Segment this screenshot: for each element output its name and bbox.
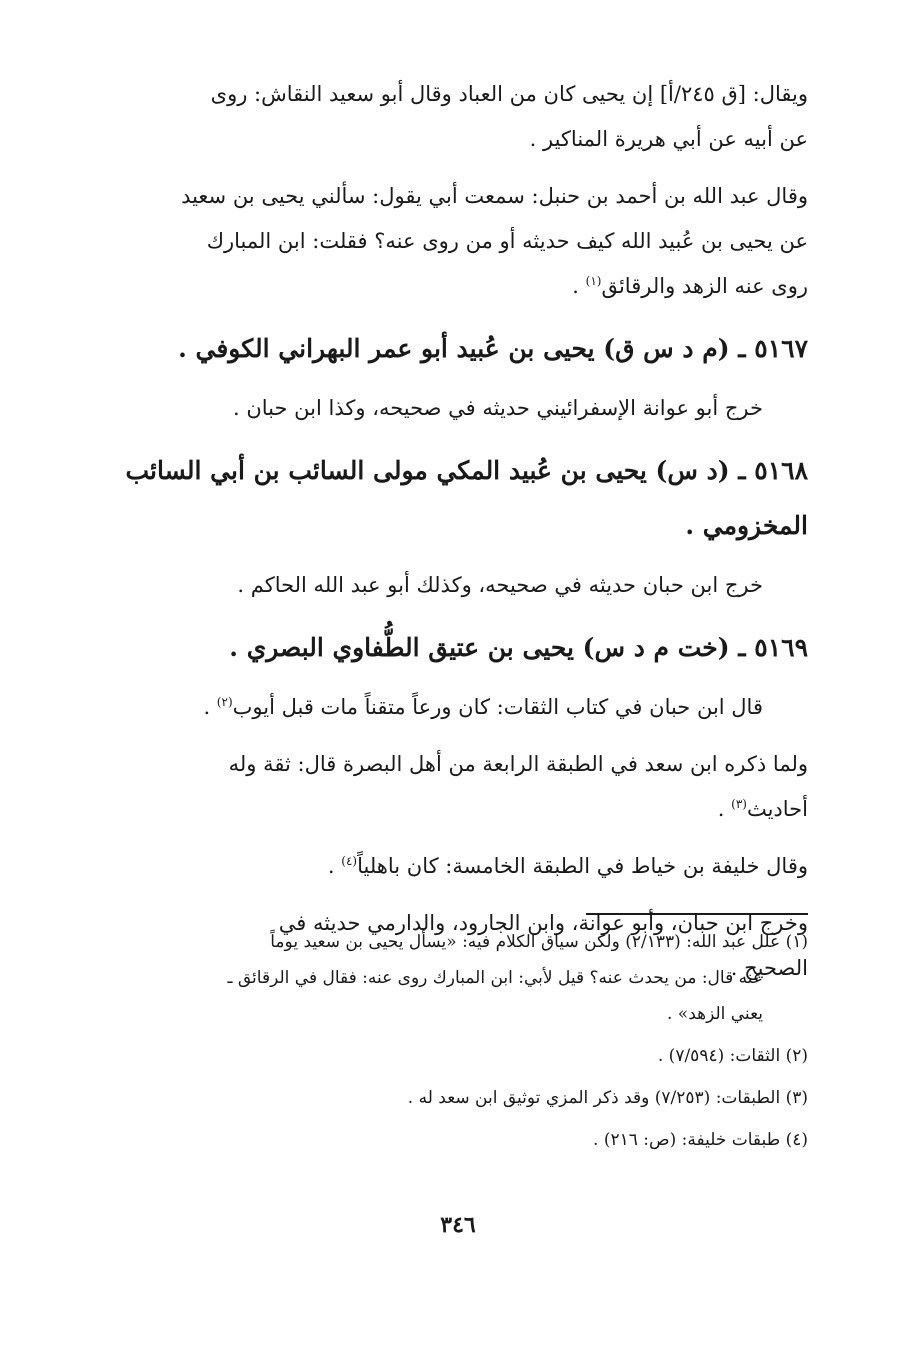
- text-line: ولما ذكره ابن سعد في الطبقة الرابعة من أهل البصرة قال: ثقة وله: [228, 752, 808, 776]
- paragraph-5169-khalifa: [108, 844, 808, 889]
- text-span: .: [327, 854, 342, 878]
- text-line: وقال عبد الله بن أحمد بن حنبل: سمعت أبي يقول: سألني يحيى بن سعيد: [181, 184, 808, 208]
- text-span: قال ابن حبان في كتاب الثقات: كان ورعاً متقناً مات قبل أيوب: [232, 695, 763, 719]
- paragraph-nakkash: [108, 72, 808, 162]
- paragraph-5169-ibn-hibban: [108, 685, 808, 730]
- text-span: .: [572, 274, 586, 298]
- heading-line: ٥١٦٨ ـ (د س) يحيى بن عُبيد المكي مولى السائب بن أبي السائب: [125, 456, 808, 485]
- text-span: .: [203, 695, 217, 719]
- text-line: خرج ابن حبان حديثه في صحيحه، وكذلك أبو عبد الله الحاكم .: [237, 573, 763, 597]
- footnote-2: [108, 1038, 808, 1074]
- text-span: وقال خليفة بن خياط في الطبقة الخامسة: كان باهلياً: [357, 854, 808, 878]
- footnote-1: [108, 924, 808, 1032]
- entry-heading-5168: [108, 443, 808, 553]
- entry-heading-5167: [108, 321, 808, 376]
- heading-line: المخزومي .: [685, 511, 808, 540]
- paragraph-abdullah-ibn-ahmad: [108, 174, 808, 309]
- footnote-marker[interactable]: (٤): [341, 854, 358, 868]
- page-number: ٣٤٦: [440, 1212, 476, 1238]
- paragraph-5167: [108, 386, 808, 431]
- heading-line: ٥١٦٧ ـ (م د س ق) يحيى بن عُبيد أبو عمر البهراني الكوفي .: [178, 334, 808, 363]
- footnote-marker[interactable]: (٢): [216, 695, 233, 709]
- text-line: عن يحيى بن عُبيد الله كيف حديثه أو من روى عنه؟ فقلت: ابن المبارك: [206, 229, 808, 253]
- text-line: الصحيح .: [730, 956, 808, 980]
- footnote-line: (٣) الطبقات: (٧/٢٥٣) وقد ذكر المزي توثيق ابن سعد له .: [407, 1088, 808, 1108]
- heading-line: ٥١٦٩ ـ (خت م د س) يحيى بن عتيق الطُّفاوي البصري .: [229, 633, 808, 662]
- text-line: عن أبيه عن أبي هريرة المناكير .: [529, 127, 808, 151]
- entry-heading-5169: [108, 620, 808, 675]
- text-span: .: [717, 797, 732, 821]
- footnote-marker[interactable]: (١): [585, 274, 602, 288]
- text-line: وخرج ابن حبان، وأبو عوانة، وابن الجارود، والدارمي حديثه في: [278, 911, 808, 935]
- footnote-line: (٢) الثقات: (٧/٥٩٤) .: [657, 1046, 808, 1066]
- text-line: [108, 844, 808, 889]
- footnote-line: عنه قال: من يحدث عنه؟ قيل لأبي: ابن المبارك روى عنه: فقال في الرقائق ـ: [227, 968, 763, 988]
- footnote-marker[interactable]: (٣): [731, 797, 747, 811]
- text-line: خرج أبو عوانة الإسفرائيني حديثه في صحيحه، وكذا ابن حبان .: [233, 396, 763, 420]
- paragraph-5169-ibn-saad: [108, 742, 808, 832]
- footnote-4: [108, 1122, 808, 1158]
- footnote-line: (١) علل عبد الله: (٢/١٣٣) ولكن سياق الكلام فيه: «يسأل يحيى بن سعيد يوماً: [270, 932, 808, 952]
- text-line: [108, 787, 808, 832]
- text-span: أحاديث: [746, 797, 808, 821]
- footnote-divider: [586, 913, 808, 915]
- text-line: ويقال: [ق ٢٤٥/أ] إن يحيى كان من العباد وقال أبو سعيد النقاش: روى: [210, 82, 808, 106]
- footnote-3: [108, 1080, 808, 1116]
- paragraph-5168: [108, 563, 808, 608]
- footnotes: [108, 924, 808, 1164]
- text-line: [108, 264, 808, 309]
- text-line: [108, 685, 763, 730]
- footnote-line: (٤) طبقات خليفة: (ص: ٢١٦) .: [593, 1130, 808, 1150]
- footnote-line: يعني الزهد» .: [666, 1004, 763, 1024]
- text-span: روى عنه الزهد والرقائق: [601, 274, 808, 298]
- page-body: [108, 72, 808, 1003]
